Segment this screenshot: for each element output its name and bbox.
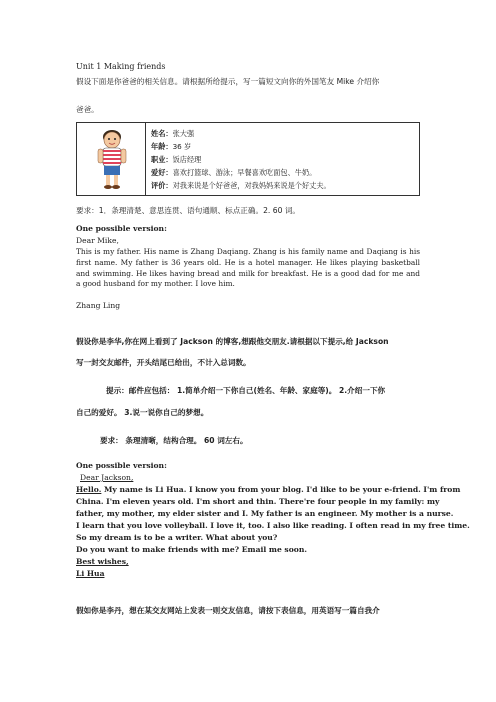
task1-greeting: Dear Mike, xyxy=(76,236,119,245)
task2-version-label: One possible version: xyxy=(76,461,167,470)
boy-illustration xyxy=(91,127,133,191)
info-row-name: 姓名：张大强 xyxy=(151,129,195,138)
task2-signature: Li Hua xyxy=(76,569,105,578)
task2-closing: Best wishes, xyxy=(76,557,129,566)
task2-prompt-line1: 假设你是李华,你在网上看到了 Jackson 的博客,想跟他交朋友.请根据以下提示,给 Jackson xyxy=(76,337,389,346)
task1-version-label: One possible version: xyxy=(76,224,167,233)
info-rows xyxy=(151,127,331,192)
task2-line6: Do you want to make friends with me? Email me soon. xyxy=(76,545,307,554)
task1-requirement: 要求：1．条理清楚、意思连贯、语句通顺、标点正确。2. 60 词。 xyxy=(76,206,301,215)
task2-greeting: Dear Jackson, xyxy=(80,473,134,482)
task2-hint-line2: 自己的爱好。 3.说一说你自己的梦想。 xyxy=(76,408,209,417)
task2-requirement: 要求： 条理清晰，结构合理。 60 词左右。 xyxy=(100,436,248,445)
info-row-hobby: 爱好：喜欢打篮球、游泳；早餐喜欢吃面包、牛奶。 xyxy=(151,168,317,177)
task2-line1: Hello. My name is Li Hua. I know you from your blog. I'd like to be your e-friend. I'm from xyxy=(76,485,461,494)
father-info-table xyxy=(76,122,420,196)
task2-line2: China. I'm eleven years old. I'm short and thin. There're four people in my family: my xyxy=(76,497,440,506)
task2-prompt-line2: 写一封交友邮件，开头结尾已给出，不计入总词数。 xyxy=(76,358,251,367)
unit-title: Unit 1 Making friends xyxy=(76,62,166,71)
task1-prompt-line2: 爸爸。 xyxy=(76,105,99,114)
info-row-job: 职业：饭店经理 xyxy=(151,155,202,164)
task2-line4: I learn that you love volleyball. I love it, too. I also like reading. I often read in my free time. xyxy=(76,521,470,530)
task3-prompt-line1: 假如你是李丹，想在某交友网站上发表一则交友信息，请按下表信息，用英语写一篇自我介 xyxy=(76,606,380,615)
info-row-age: 年龄：36 岁 xyxy=(151,142,192,151)
table-divider xyxy=(145,123,146,195)
task2-line5: So my dream is to be a writer. What about you? xyxy=(76,533,278,542)
task1-prompt-line1: 假设下面是你爸爸的相关信息。请根据所给提示，写一篇短文向你的外国笔友 Mike 介绍你 xyxy=(76,77,380,86)
task2-line3: father, my mother, my elder sister and I. My father is an engineer. My mother is a nurse. xyxy=(76,509,454,518)
info-row-comment: 评价：对我来说是个好爸爸，对我妈妈来说是个好丈夫。 xyxy=(151,181,331,190)
task1-signature: Zhang Ling xyxy=(76,301,121,310)
task1-body: This is my father. His name is Zhang Daqiang. Zhang is his family name and Daqiang is his first name. My father is 36 years old. He is a hotel manager. He likes playing basketball and swimming. He likes having bread and milk for breakfast. He is a good dad for me and a good husband for my mother. I love him. xyxy=(76,247,420,289)
task2-hint-line1: 提示：邮件应包括： 1.简单介绍一下你自己(姓名、年龄、家庭等)。 2.介绍一下你 xyxy=(106,386,386,395)
